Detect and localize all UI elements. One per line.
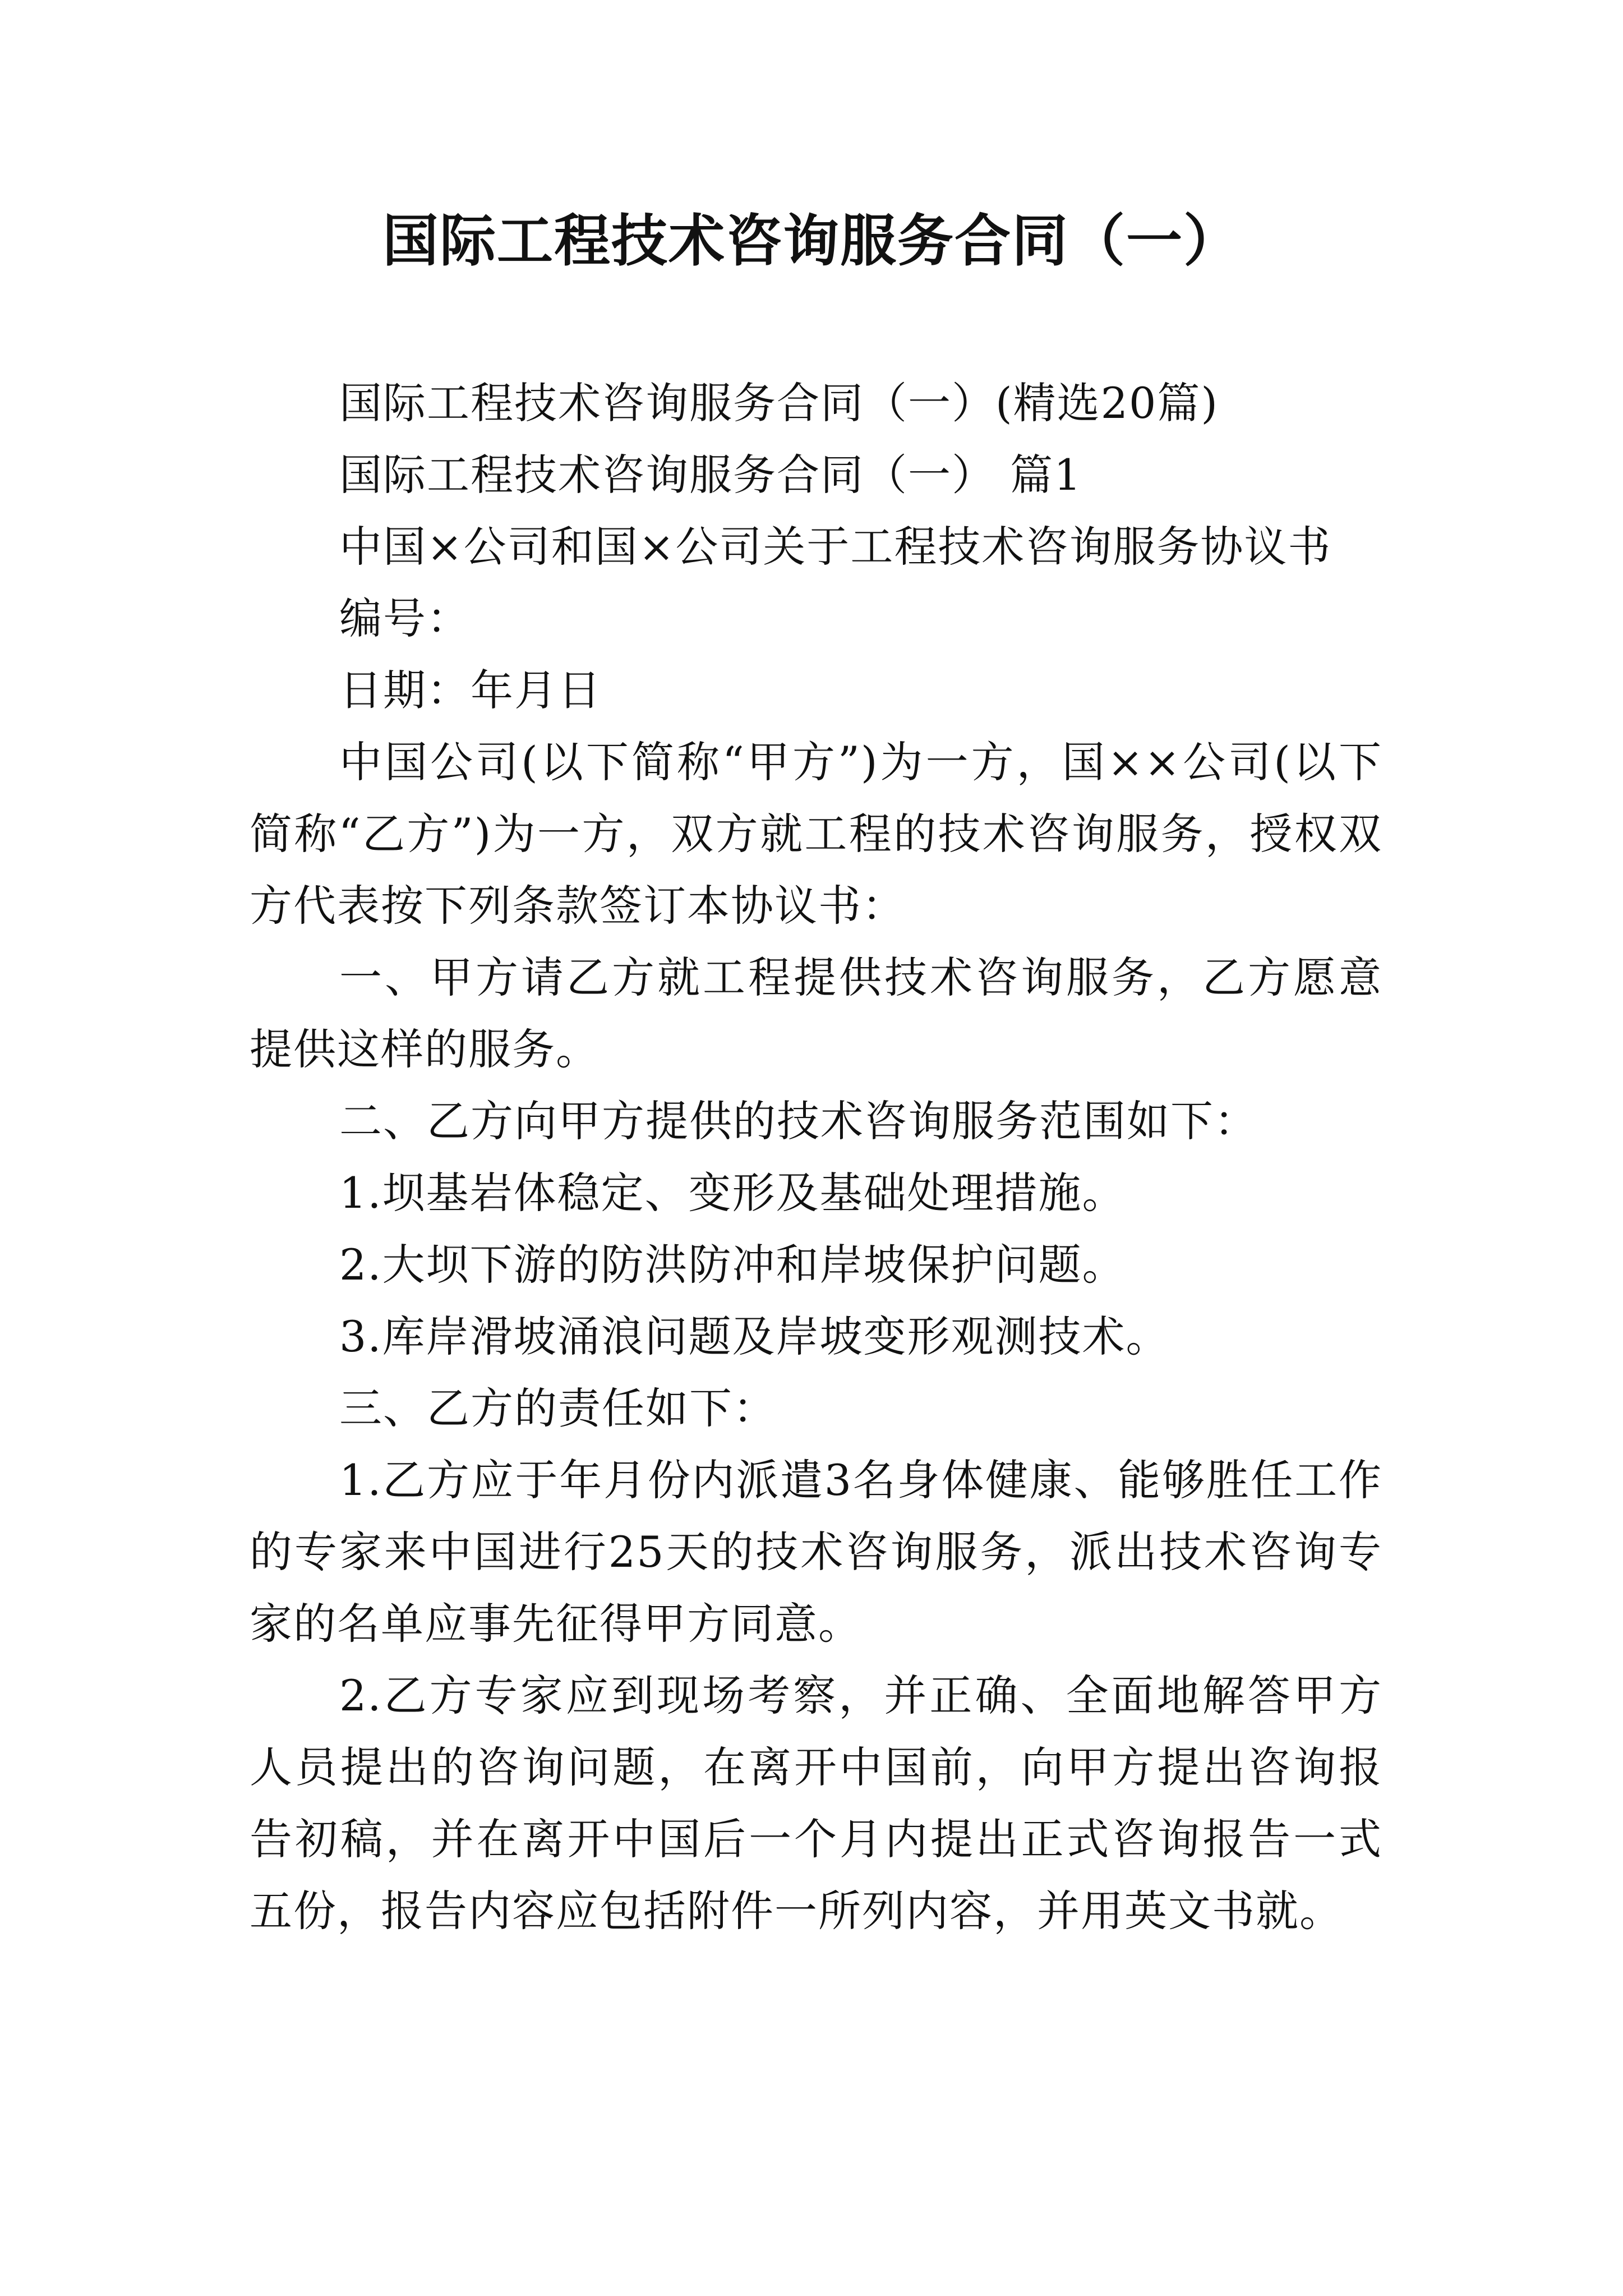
paragraph: 三、乙方的责任如下： [339,1383,777,1433]
paragraph: 编号： [339,593,471,643]
paragraph: 3.库岸滑坡涌浪问题及岸坡变形观测技术。 [339,1312,1170,1361]
paragraph: 二、乙方向甲方提供的技术咨询服务范围如下： [339,1096,1258,1146]
paragraph: 2.大坝下游的防洪防冲和岸坡保护问题。 [339,1240,1126,1290]
paragraph: 1.坝基岩体稳定、变形及基础处理措施。 [339,1168,1126,1218]
paragraph: 国际工程技术咨询服务合同（一）(精选20篇) [339,378,1219,428]
document-title: 国际工程技术咨询服务合同（一） [382,208,1241,274]
paragraph: 国际工程技术咨询服务合同（一） 篇1 [339,450,1082,500]
paragraph: 1.乙方应于年月份内派遣3名身体健康、能够胜任工作的专家来中国进行25天的技术咨询服务，派出技术咨询专家的名单应事先征得甲方同意。 [250,1455,1382,1649]
paragraph: 中国×公司和国×公司关于工程技术咨询服务协议书 [339,522,1332,572]
document-body [250,367,1382,1947]
paragraph: 日期：年月日 [339,665,602,715]
paragraph: 中国公司(以下简称“甲方”)为一方，国××公司(以下简称“乙方”)为一方，双方就工程的技术咨询服务，授权双方代表按下列条款签订本协议书： [250,737,1382,931]
paragraph: 一、甲方请乙方就工程提供技术咨询服务，乙方愿意提供这样的服务。 [250,953,1382,1074]
paragraph: 2.乙方专家应到现场考察，并正确、全面地解答甲方人员提出的咨询问题，在离开中国前，向甲方提出咨询报告初稿，并在离开中国后一个月内提出正式咨询报告一式五份，报告内容应包括附件一所列内容，并用英文书就。 [250,1671,1382,1936]
